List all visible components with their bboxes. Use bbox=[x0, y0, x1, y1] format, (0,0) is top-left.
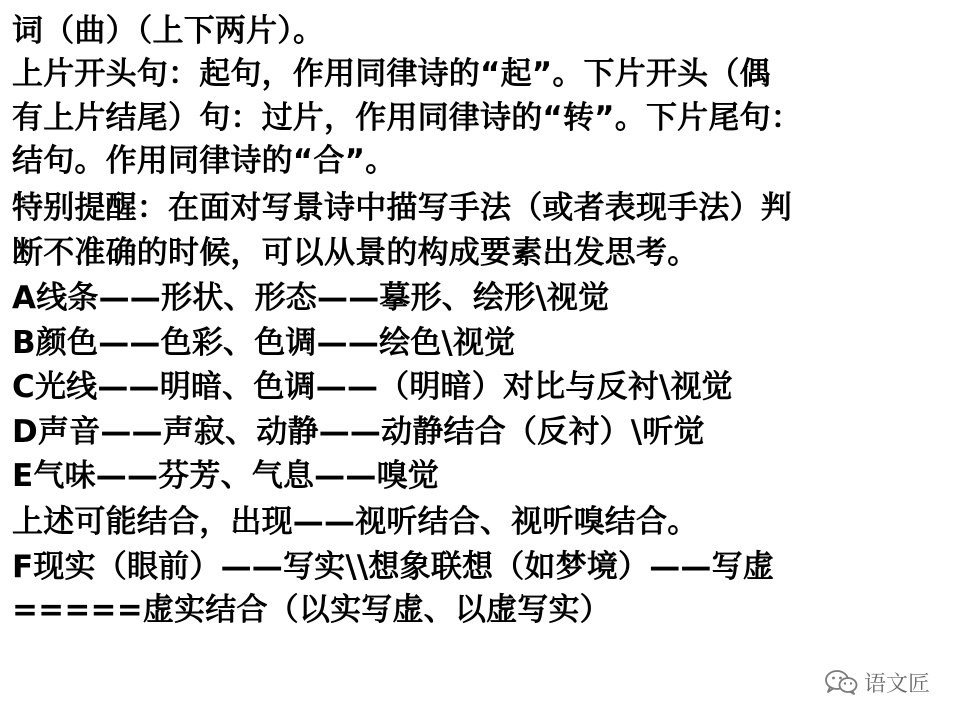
text-line-8: B颜色——色彩、色调——绘色\视觉 bbox=[12, 325, 516, 361]
watermark-label: 语文匠 bbox=[863, 671, 930, 697]
text-line-7: A线条——形状、形态——摹形、绘形\视觉 bbox=[12, 280, 610, 316]
text-line-10: D声音——声寂、动静——动静结合（反衬）\听觉 bbox=[12, 414, 705, 450]
text-line-3: 有上片结尾）句：过片，作用同律诗的“转”。下片尾句： bbox=[12, 100, 802, 136]
text-line-11: E气味——芬芳、气息——嗅觉 bbox=[12, 458, 439, 494]
watermark bbox=[824, 668, 930, 696]
text-line-4: 结句。作用同律诗的“合”。 bbox=[12, 143, 397, 179]
text-line-9: C光线——明暗、色调——（明暗）对比与反衬\视觉 bbox=[12, 369, 733, 405]
wechat-icon bbox=[824, 669, 858, 695]
text-line-14: =====虚实结合（以实写虚、以虚写实） bbox=[12, 592, 611, 628]
text-line-2: 上片开头句：起句，作用同律诗的“起”。下片开头（偶 bbox=[12, 56, 771, 92]
text-line-5: 特别提醒：在面对写景诗中描写手法（或者表现手法）判 bbox=[12, 190, 792, 226]
text-line-6: 断不准确的时候，可以从景的构成要素出发思考。 bbox=[12, 235, 699, 271]
text-line-12: 上述可能结合，出现——视听结合、视听嗅结合。 bbox=[12, 504, 699, 540]
text-line-1: 词（曲）（上下两片）。 bbox=[12, 13, 325, 49]
text-line-13: F现实（眼前）——写实\\想象联想（如梦境）——写虚 bbox=[12, 549, 775, 585]
